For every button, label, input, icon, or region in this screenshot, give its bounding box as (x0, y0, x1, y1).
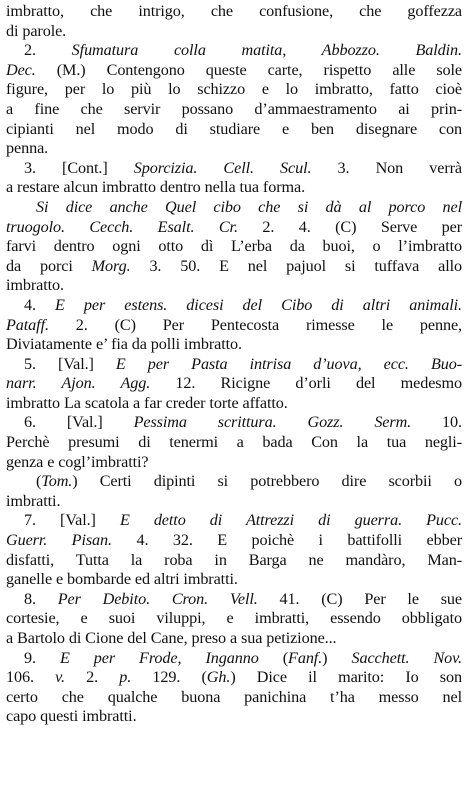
body-text: Perchè presumi di tenermi a bada Con la tua negli- (6, 433, 462, 452)
body-text: figure, per lo più lo schizzo e lo imbratto, fatto cioè (6, 80, 462, 99)
body-text: 2. 4. (C) Serve per (237, 217, 462, 236)
dictionary-entry (6, 413, 462, 472)
italic-text: Pataff. (6, 315, 49, 334)
body-text: 2. (24, 41, 72, 60)
text-line (6, 374, 462, 394)
body-text: 3. [Cont.] (24, 158, 134, 177)
text-line (6, 668, 462, 688)
dictionary-entry (6, 649, 462, 727)
text-line (6, 629, 462, 649)
body-text: imbratti. (6, 491, 61, 510)
italic-text: truogolo. Cecch. Esalt. Cr. (6, 217, 238, 236)
text-line (6, 100, 462, 120)
text-line (6, 394, 462, 414)
body-text: ) Dice il marito: Io son (230, 668, 462, 687)
body-text: a Bartolo di Cione del Cane, preso a sua petizione... (6, 629, 337, 647)
body-text: 4. 32. E poichè i battifolli ebber (112, 531, 462, 550)
italic-text: E detto di Attrezzi di guerra. Pucc. (119, 511, 463, 530)
dictionary-entry (6, 41, 462, 159)
text-line (6, 61, 462, 81)
italic-text: Per Debito. Cron. Vell. (57, 589, 258, 608)
dictionary-entry (6, 590, 462, 649)
italic-text: Fanf. (288, 648, 323, 667)
text-line (6, 511, 462, 531)
body-text: farvi dentro ogni otto dì L’erba da buoi, o l’imbratto (6, 237, 462, 256)
italic-text: Guerr. Pisan. (6, 531, 112, 550)
italic-text: Sfumatura colla matita, Abbozzo. Baldin. (71, 41, 462, 60)
body-text: 8. (24, 589, 58, 608)
dictionary-entry (6, 198, 462, 296)
text-line (6, 22, 462, 42)
body-text: di parole. (6, 21, 67, 40)
text-line (6, 2, 462, 22)
text-line (6, 257, 462, 277)
dictionary-entry (6, 472, 462, 511)
italic-text: Tom. (41, 472, 73, 491)
text-line (6, 707, 462, 727)
body-text: imbratto, che intrigo, che confusione, che goffezza (6, 2, 462, 20)
dictionary-entry (6, 511, 462, 589)
body-text: 5. [Val.] (24, 354, 116, 373)
italic-text: Pessima scrittura. Gozz. Serm. (133, 413, 412, 432)
text-line (6, 335, 462, 355)
body-text: cipianti nel modo di studiare e ben disegnare con (6, 119, 462, 138)
text-line (6, 237, 462, 257)
italic-text: Morg. (91, 256, 131, 275)
body-text: a fine che servir possano d’ammaestramento ai prin- (6, 99, 462, 118)
body-text: 7. [Val.] (24, 511, 120, 530)
text-line (6, 551, 462, 571)
body-text: 3. 50. E nel pajuol si tuffava allo (130, 256, 462, 275)
text-line (6, 453, 462, 473)
dictionary-entry (6, 355, 462, 414)
body-text: capo questi imbratti. (6, 707, 137, 726)
dictionary-entry (6, 159, 462, 198)
body-text: ( (36, 472, 42, 491)
text-line (6, 80, 462, 100)
text-line (6, 472, 462, 492)
italic-text: v. (55, 668, 65, 687)
body-text: cortesie, e suoi viluppi, e imbratti, essendo obbligato (6, 609, 462, 628)
body-text: da porci (6, 256, 92, 275)
text-line (6, 159, 462, 179)
italic-text: Sporcizia. Cell. Scul. (133, 158, 312, 177)
body-text: 3. Non verrà (311, 158, 463, 177)
body-text: 41. (C) Per le sue (257, 589, 462, 608)
text-line (6, 139, 462, 159)
body-text: imbratto. (6, 276, 64, 295)
body-text: (M.) Contengono queste carte, rispetto alle sole (35, 60, 462, 79)
body-text: ) Certi dipinti si potrebbero dire scorbii o (72, 472, 462, 491)
body-text: 4. (24, 295, 56, 314)
text-line (6, 218, 462, 238)
text-line (6, 492, 462, 512)
text-line (6, 609, 462, 629)
text-line (6, 120, 462, 140)
body-text: 129. ( (131, 668, 207, 687)
italic-text: narr. Ajon. Agg. (6, 374, 151, 393)
body-text: 6. [Val.] (24, 413, 134, 432)
body-text: 2. (64, 668, 120, 687)
body-text: Diviatamente e’ fia da polli imbratto. (6, 335, 242, 354)
italic-text: p. (119, 668, 132, 687)
text-line (6, 649, 462, 669)
text-line (6, 41, 462, 61)
body-text: 9. (24, 648, 60, 667)
body-text: 12. Ricigne d’orli del medesmo (150, 374, 462, 393)
body-text: 2. (C) Per Pentecosta rimesse le penne, (48, 315, 462, 334)
body-text: ( (258, 648, 289, 667)
body-text: genza e cogl’imbratti? (6, 452, 149, 471)
body-text: 106. (6, 668, 56, 687)
italic-text: Gh. (206, 668, 231, 687)
dictionary-entry (6, 296, 462, 355)
text-line (6, 413, 462, 433)
italic-text: E per Frode, Inganno (59, 648, 259, 667)
text-line (6, 276, 462, 296)
text-line (6, 590, 462, 610)
text-line (6, 355, 462, 375)
text-line (6, 433, 462, 453)
dictionary-entry (6, 2, 462, 41)
body-text: 10. (411, 413, 462, 432)
text-line (6, 688, 462, 708)
text-line (6, 296, 462, 316)
body-text: imbratto La scatola a far creder torte affatto. (6, 393, 288, 412)
body-text: disfatti, Tutta la roba in Barga ne mandàro, Man- (6, 550, 462, 569)
italic-text: Sacchett. Nov. (351, 648, 462, 667)
text-line (6, 531, 462, 551)
text-line (6, 570, 462, 590)
italic-text: Dec. (6, 60, 36, 79)
body-text: certo che qualche buona panichina t’ha messo nel (6, 687, 462, 706)
italic-text: E per estens. dicesi del Cibo di altri animali. (55, 295, 462, 314)
text-line (6, 198, 462, 218)
body-text: penna. (6, 139, 49, 158)
text-line (6, 178, 462, 198)
body-text: ganelle e bombarde ed altri imbratti. (6, 570, 238, 589)
italic-text: Si dice anche Quel cibo che si dà al porco nel (36, 197, 462, 216)
body-text: a restare alcun imbratto dentro nella tua forma. (6, 178, 306, 197)
body-text: ) (322, 648, 352, 667)
text-line (6, 316, 462, 336)
italic-text: E per Pasta intrisa d’uova, ecc. Buo- (115, 354, 463, 373)
